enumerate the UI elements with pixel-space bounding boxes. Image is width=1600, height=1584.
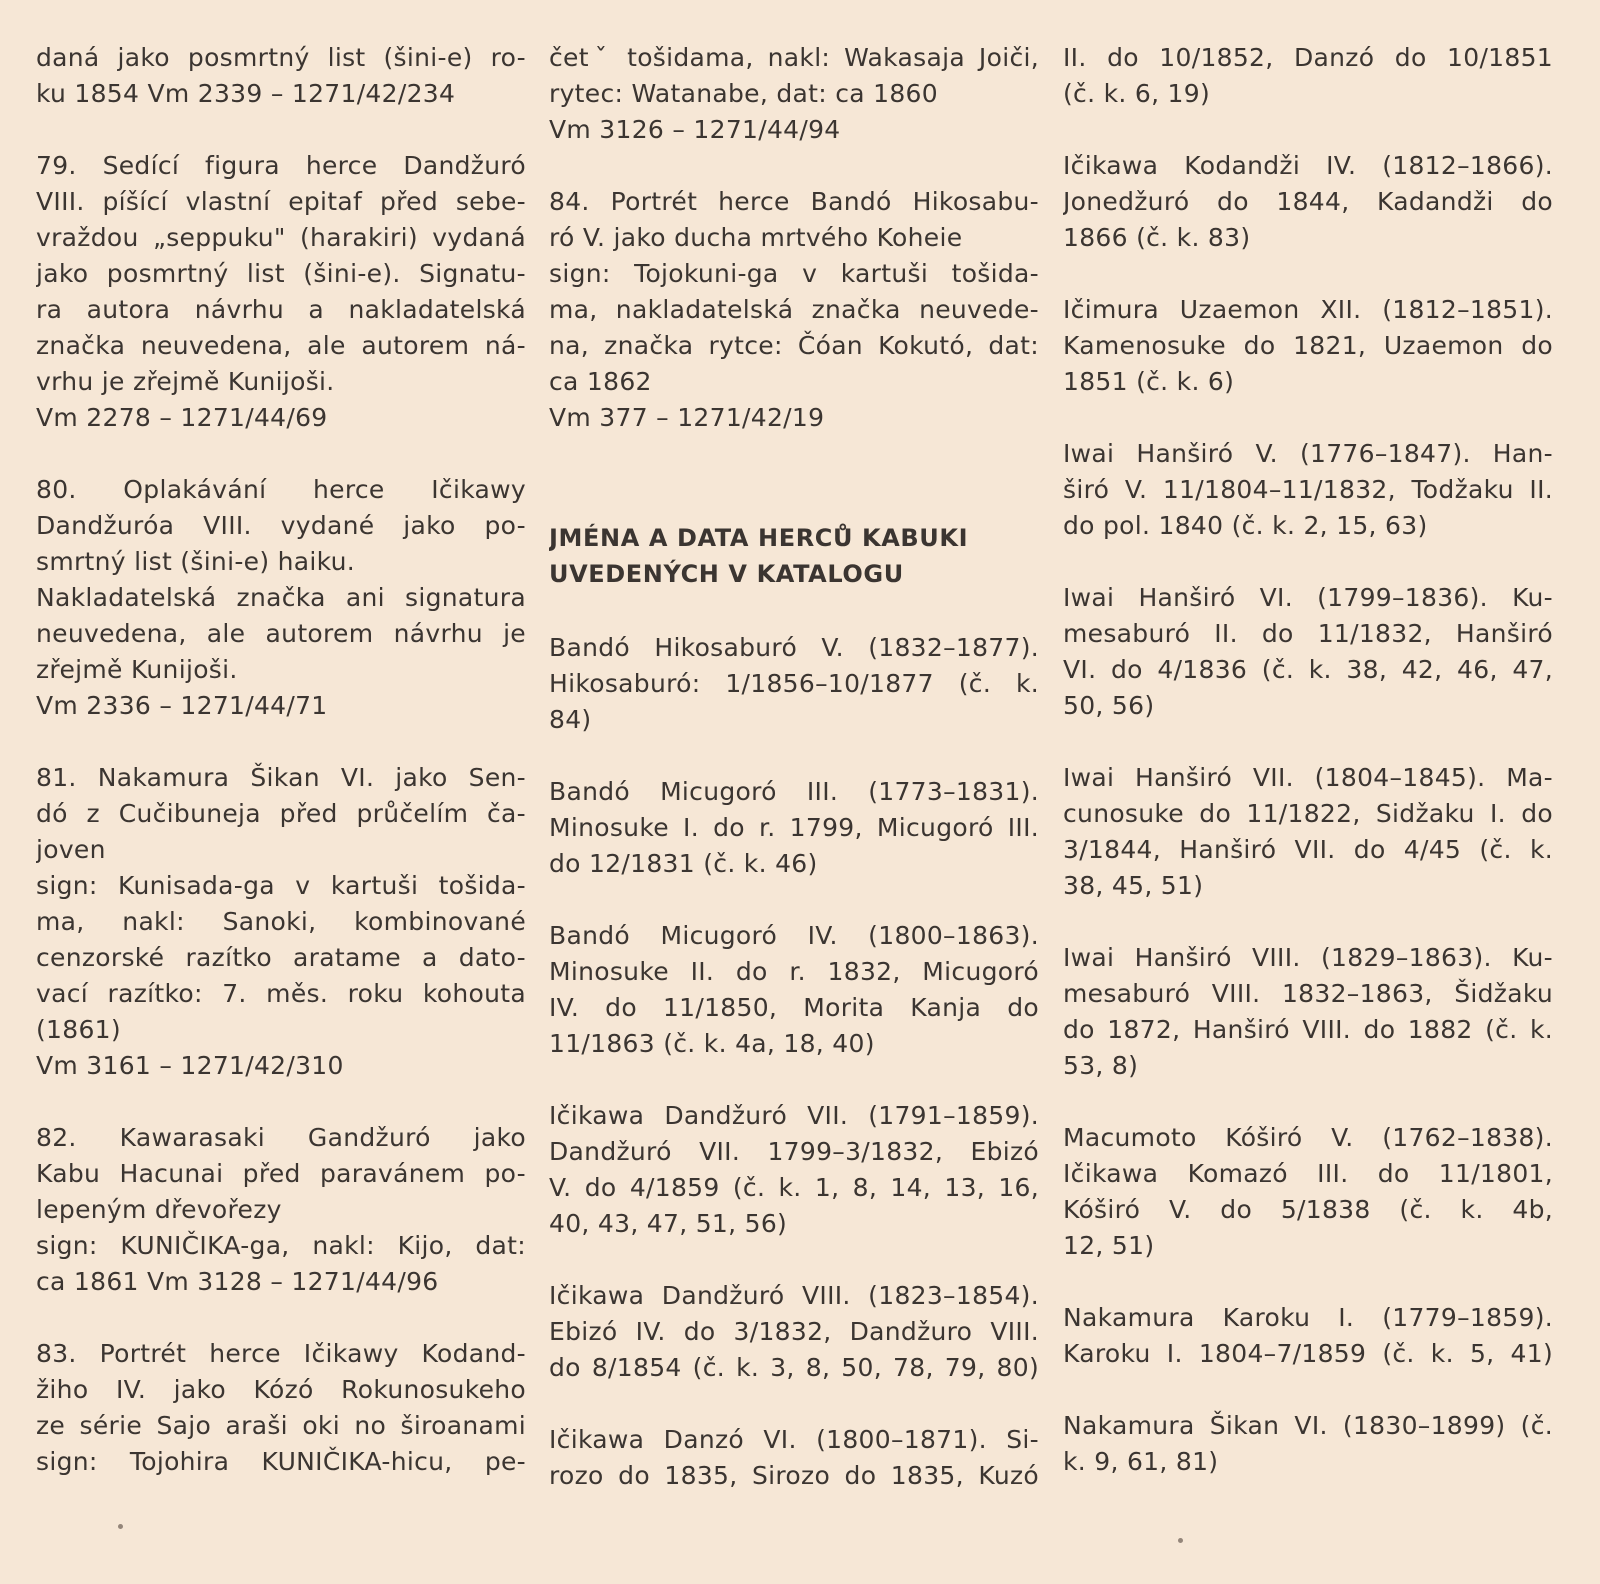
- text-line: Kóširó V. do 5/1838 (č. k. 4b,: [1063, 1195, 1553, 1224]
- text-line: Iwai Hanširó V. (1776–1847). Han-: [1063, 439, 1553, 468]
- text-line: Minosuke I. do r. 1799, Micugoró III.: [549, 813, 1039, 842]
- column-right: [1063, 40, 1553, 1516]
- text-line: Ebizó IV. do 3/1832, Dandžuro VIII.: [549, 1317, 1039, 1346]
- text-line: cenzorské razítko aratame a dato-: [36, 943, 526, 972]
- text-line: V. do 4/1859 (č. k. 1, 8, 14, 13, 16,: [549, 1173, 1039, 1202]
- text-line: 83. Portrét herce Ičikawy Kodand-: [36, 1339, 526, 1368]
- text-line: 12, 51): [1063, 1231, 1155, 1260]
- column-middle: [549, 40, 1039, 1530]
- text-line: širó V. 11/1804–11/1832, Todžaku II.: [1063, 475, 1553, 504]
- actor-entry: [1063, 940, 1553, 1084]
- text-line: ra autora návrhu a nakladatelská: [36, 295, 526, 324]
- text-line: Bandó Hikosaburó V. (1832–1877).: [549, 633, 1039, 662]
- text-line: 84. Portrét herce Bandó Hikosabu-: [549, 187, 1039, 216]
- text-line: (1861): [36, 1015, 121, 1044]
- text-line: 50, 56): [1063, 691, 1155, 720]
- text-line: 40, 43, 47, 51, 56): [549, 1209, 788, 1238]
- text-line: Nakamura Šikan VI. (1830–1899) (č.: [1063, 1411, 1553, 1440]
- actor-entry: [549, 918, 1039, 1062]
- section-heading: [549, 520, 1039, 592]
- text-line: ku 1854 Vm 2339 – 1271/42/234: [36, 79, 456, 108]
- text-line: Jonedžuró do 1844, Kadandži do: [1063, 187, 1553, 216]
- text-line: Ičikawa Dandžuró VIII. (1823–1854).: [549, 1281, 1039, 1310]
- text-line: 79. Sedící figura herce Dandžuró: [36, 151, 526, 180]
- text-line: ca 1861 Vm 3128 – 1271/44/96: [36, 1267, 439, 1296]
- entry-83-end: [549, 40, 1039, 148]
- text-line: 84): [549, 705, 592, 734]
- text-line: (č. k. 6, 19): [1063, 79, 1211, 108]
- actor-entry: [549, 1278, 1039, 1386]
- text-line: joven: [36, 835, 106, 864]
- text-line: Minosuke II. do r. 1832, Micugoró: [549, 957, 1039, 986]
- text-line: Karoku I. 1804–7/1859 (č. k. 5, 41): [1063, 1339, 1553, 1368]
- text-line: vrhu je zřejmě Kunijoši.: [36, 367, 335, 396]
- text-line: 1851 (č. k. 6): [1063, 367, 1235, 396]
- entry-80: [36, 472, 526, 724]
- text-line: Kabu Hacunai před paravánem po-: [36, 1159, 526, 1188]
- text-line: neuvedena, ale autorem návrhu je: [36, 619, 526, 648]
- text-line: do 8/1854 (č. k. 3, 8, 50, 78, 79, 80): [549, 1353, 1039, 1382]
- heading-line: UVEDENÝCH V KATALOGU: [549, 560, 904, 588]
- text-line: Ičikawa Kodandži IV. (1812–1866).: [1063, 151, 1553, 180]
- text-line: 53, 8): [1063, 1051, 1139, 1080]
- actor-entry: [1063, 580, 1553, 724]
- text-line: zřejmě Kunijoši.: [36, 655, 238, 684]
- text-line: Ičimura Uzaemon XII. (1812–1851).: [1063, 295, 1553, 324]
- actor-entry: [549, 774, 1039, 882]
- paper-speck: [118, 1524, 123, 1529]
- text-line: VIII. píšící vlastní epitaf před sebe-: [36, 187, 526, 216]
- text-line: lepeným dřevořezy: [36, 1195, 282, 1224]
- text-line: Kamenosuke do 1821, Uzaemon do: [1063, 331, 1553, 360]
- text-line: 1866 (č. k. 83): [1063, 223, 1251, 252]
- text-line: k. 9, 61, 81): [1063, 1447, 1219, 1476]
- text-line: vraždou „seppuku" (harakiri) vydaná: [36, 223, 526, 252]
- text-line: 11/1863 (č. k. 4a, 18, 40): [549, 1029, 875, 1058]
- text-line: Iwai Hanširó VII. (1804–1845). Ma-: [1063, 763, 1553, 792]
- text-line: Iwai Hanširó VIII. (1829–1863). Ku-: [1063, 943, 1553, 972]
- text-line: rozo do 1835, Sirozo do 1835, Kuzó: [549, 1461, 1039, 1490]
- entry-78-end: [36, 40, 526, 112]
- actor-entry: [549, 630, 1039, 738]
- actor-entry: [1063, 1408, 1553, 1480]
- text-line: jako posmrtný list (šini-e). Signatu-: [36, 259, 526, 288]
- text-line: Ičikawa Danzó VI. (1800–1871). Si-: [549, 1425, 1039, 1454]
- text-line: daná jako posmrtný list (šini-e) ro-: [36, 43, 526, 72]
- text-line: 82. Kawarasaki Gandžuró jako: [36, 1123, 526, 1152]
- actor-entry: [1063, 40, 1553, 112]
- text-line: rytec: Watanabe, dat: ca 1860: [549, 79, 938, 108]
- text-line: Hikosaburó: 1/1856–10/1877 (č. k.: [549, 669, 1039, 698]
- text-line: Ičikawa Komazó III. do 11/1801,: [1063, 1159, 1553, 1188]
- text-line: cunosuke do 11/1822, Sidžaku I. do: [1063, 799, 1553, 828]
- text-line: mesaburó II. do 11/1832, Hanširó: [1063, 619, 1553, 648]
- text-line: Bandó Micugoró III. (1773–1831).: [549, 777, 1039, 806]
- text-line: sign: Kunisada-ga v kartuši tošida-: [36, 871, 526, 900]
- text-line: Dandžuró VII. 1799–3/1832, Ebizó: [549, 1137, 1039, 1166]
- text-line: značka neuvedena, ale autorem ná-: [36, 331, 526, 360]
- text-line: Dandžuróa VIII. vydané jako po-: [36, 511, 526, 540]
- text-line: 38, 45, 51): [1063, 871, 1204, 900]
- text-line: smrtný list (šini-e) haiku.: [36, 547, 356, 576]
- text-line: Bandó Micugoró IV. (1800–1863).: [549, 921, 1039, 950]
- entry-84: [549, 184, 1039, 436]
- actor-entry: [1063, 1300, 1553, 1372]
- actor-entry: [1063, 148, 1553, 256]
- actor-entry: [549, 1422, 1039, 1494]
- text-line: Vm 2336 – 1271/44/71: [36, 691, 328, 720]
- text-line: ca 1862: [549, 367, 652, 396]
- text-line: Vm 3161 – 1271/42/310: [36, 1051, 344, 1080]
- text-line: Nakamura Karoku I. (1779–1859).: [1063, 1303, 1553, 1332]
- text-line: 81. Nakamura Šikan VI. jako Sen-: [36, 763, 526, 792]
- actor-entry: [1063, 1120, 1553, 1264]
- text-line: Macumoto Kóširó V. (1762–1838).: [1063, 1123, 1553, 1152]
- text-line: do 1872, Hanširó VIII. do 1882 (č. k.: [1063, 1015, 1553, 1044]
- text-line: mesaburó VIII. 1832–1863, Šidžaku: [1063, 979, 1553, 1008]
- text-line: IV. do 11/1850, Morita Kanja do: [549, 993, 1039, 1022]
- text-line: II. do 10/1852, Danzó do 10/1851: [1063, 43, 1553, 72]
- text-line: sign: Tojohira KUNIČIKA-hicu, pe-: [36, 1447, 526, 1476]
- text-line: 80. Oplakávání herce Ičikawy: [36, 475, 526, 504]
- entry-81: [36, 760, 526, 1084]
- entry-83: [36, 1336, 526, 1480]
- text-line: ró V. jako ducha mrtvého Koheie: [549, 223, 963, 252]
- entry-79: [36, 148, 526, 436]
- text-line: sign: Tojokuni-ga v kartuši tošida-: [549, 259, 1039, 288]
- entry-82: [36, 1120, 526, 1300]
- text-line: sign: KUNIČIKA-ga, nakl: Kijo, dat:: [36, 1231, 526, 1260]
- text-line: žiho IV. jako Kózó Rokunosukeho: [36, 1375, 526, 1404]
- actor-entry: [1063, 436, 1553, 544]
- text-line: Vm 2278 – 1271/44/69: [36, 403, 328, 432]
- text-line: 3/1844, Hanširó VII. do 4/45 (č. k.: [1063, 835, 1553, 864]
- text-line: VI. do 4/1836 (č. k. 38, 42, 46, 47,: [1063, 655, 1553, 684]
- text-line: na, značka rytce: Čóan Kokutó, dat:: [549, 331, 1039, 360]
- actor-entry: [1063, 760, 1553, 904]
- text-line: ma, nakl: Sanoki, kombinované: [36, 907, 526, 936]
- text-line: Vm 377 – 1271/42/19: [549, 403, 825, 432]
- text-line: do 12/1831 (č. k. 46): [549, 849, 818, 878]
- actor-entry: [1063, 292, 1553, 400]
- text-line: ma, nakladatelská značka neuvede-: [549, 295, 1039, 324]
- text-line: ze série Sajo araši oki no široanami: [36, 1411, 526, 1440]
- heading-line: JMÉNA A DATA HERCŮ KABUKI: [549, 524, 969, 552]
- text-line: Ičikawa Dandžuró VII. (1791–1859).: [549, 1101, 1039, 1130]
- paper-speck: [1178, 1538, 1183, 1543]
- text-line: Vm 3126 – 1271/44/94: [549, 115, 841, 144]
- text-line: četˇ tošidama, nakl: Wakasaja Joiči,: [549, 43, 1039, 72]
- text-line: do pol. 1840 (č. k. 2, 15, 63): [1063, 511, 1428, 540]
- text-line: vací razítko: 7. měs. roku kohouta: [36, 979, 526, 1008]
- text-line: Iwai Hanširó VI. (1799–1836). Ku-: [1063, 583, 1553, 612]
- actor-entry: [549, 1098, 1039, 1242]
- text-line: Nakladatelská značka ani signatura: [36, 583, 526, 612]
- text-line: dó z Cučibuneja před průčelím ča-: [36, 799, 526, 828]
- column-left: [36, 40, 526, 1516]
